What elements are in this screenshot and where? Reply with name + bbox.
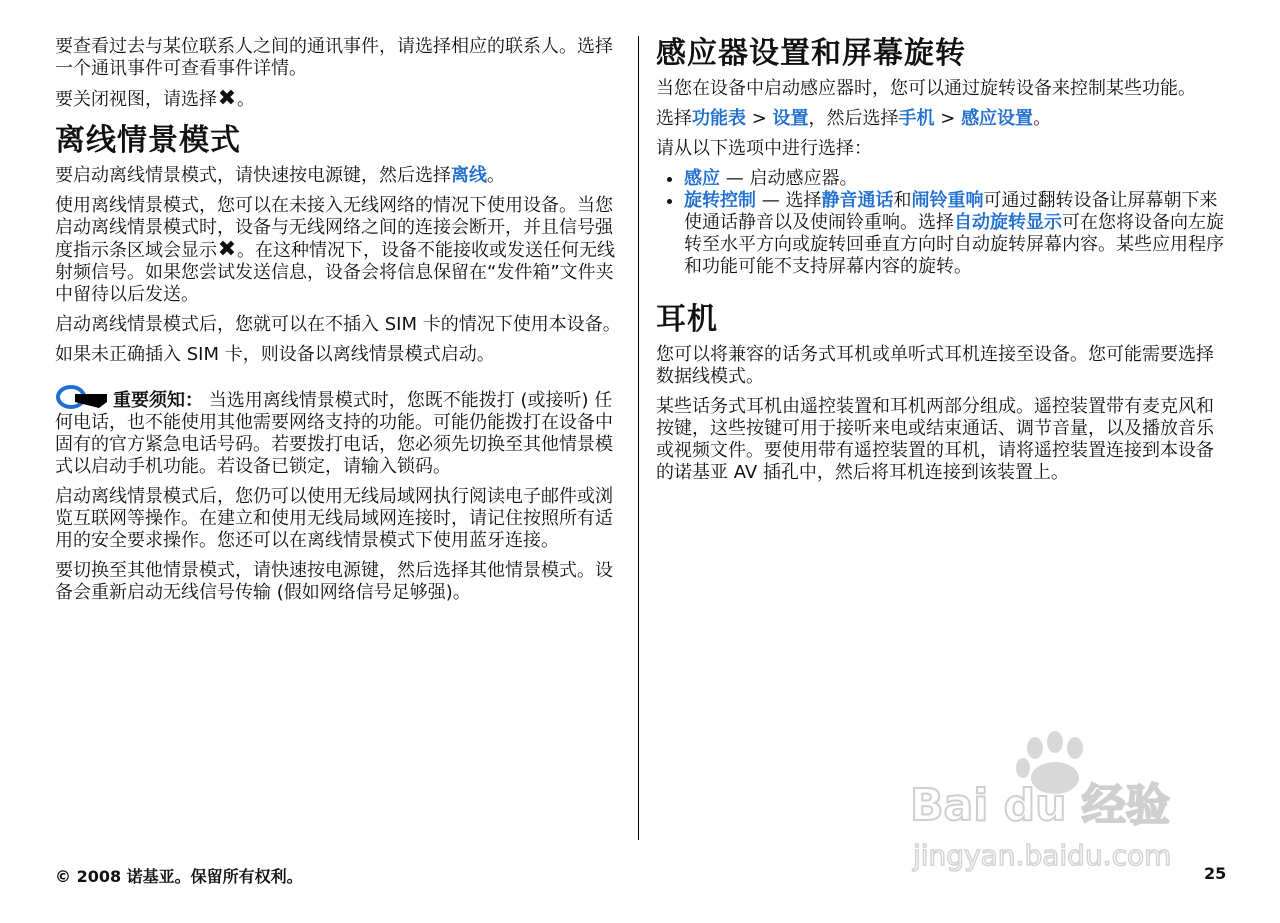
paragraph: 如果未正确插入 SIM 卡，则设备以离线情景模式启动。 xyxy=(55,344,495,365)
text: 可通过翻转设备让屏幕朝下来使通话静音以及使闹铃重响。选择 xyxy=(684,190,1218,233)
close-x-icon: ✖ xyxy=(217,86,237,111)
text: > xyxy=(934,108,962,129)
text: 选择 xyxy=(656,108,692,129)
text: — 选择 xyxy=(756,190,822,211)
paragraph: 启动离线情景模式后，您就可以在不插入 SIM 卡的情况下使用本设备。 xyxy=(55,314,621,335)
paragraph: 某些话务式耳机由遥控装置和耳机两部分组成。遥控装置带有麦克风和按键，这些按键可用于接听来电或结束通话、调节音量，以及播放音乐或视频文件。要使用带有遥控装置的耳机，请将遥控装置连接到本设备的诺基亚 AV 插孔中，然后将耳机连接到该装置上。 xyxy=(656,396,1214,483)
paragraph: 要切换至其他情景模式，请快速按电源键，然后选择其他情景模式。设备会重新启动无线信号传输 (假如网络信号足够强)。 xyxy=(55,560,613,603)
watermark-url: jingyan.baidu.com xyxy=(913,839,1172,872)
text: 要启动离线情景模式，请快速按电源键，然后选择 xyxy=(55,165,451,186)
copyright-footer: © 2008 诺基亚。保留所有权利。 xyxy=(55,867,303,886)
link-settings[interactable]: 设置 xyxy=(772,108,809,129)
options-list xyxy=(656,168,1226,278)
baidu-watermark-logo xyxy=(905,730,1205,880)
menu-path xyxy=(656,108,1226,130)
text: 。 xyxy=(237,89,255,110)
list-item xyxy=(684,168,1226,190)
paragraph: 您可以将兼容的话务式耳机或单听式耳机连接至设备。您可能需要选择数据线模式。 xyxy=(656,344,1214,387)
text: 和 xyxy=(893,190,912,211)
paragraph xyxy=(55,165,625,187)
important-note xyxy=(55,384,625,478)
paragraph xyxy=(55,195,625,306)
no-signal-x-icon: ✖ xyxy=(217,237,237,262)
page-number: 25 xyxy=(1204,864,1227,883)
link-silence-calls[interactable]: 静音通话 xyxy=(821,190,894,211)
important-note-icon xyxy=(55,384,109,410)
column-divider xyxy=(638,36,639,840)
link-auto-rotate[interactable]: 自动旋转显示 xyxy=(954,212,1062,233)
paragraph: 启动离线情景模式后，您仍可以使用无线局域网执行阅读电子邮件或浏览互联网等操作。在建立和使用无线局域网连接时，请记住按照所有适用的安全要求操作。您还可以在离线情景模式下使用蓝牙连接。 xyxy=(55,486,613,551)
link-sensor[interactable]: 感应 xyxy=(684,168,720,189)
link-phone[interactable]: 手机 xyxy=(898,108,935,129)
paragraph: 请从以下选项中进行选择： xyxy=(656,138,872,159)
link-snooze-alarms[interactable]: 闹铃重响 xyxy=(911,190,984,211)
text: 可在您将设备向左旋转至水平方向或旋转回垂直方向时自动旋转屏幕内容。某些应用程序和功能可能不支持屏幕内容的旋转。 xyxy=(684,212,1224,277)
link-menu[interactable]: 功能表 xyxy=(692,108,746,129)
right-column xyxy=(656,36,1226,492)
paragraph: 当您在设备中启动感应器时，您可以通过旋转设备来控制某些功能。 xyxy=(656,78,1196,99)
text: > xyxy=(746,108,773,129)
note-text: 当选用离线情景模式时，您既不能拨打 (或接听) 任何电话，也不能使用其他需要网络支持的功能。可能仍能拨打在设备中固有的官方紧急电话号码。若要拨打电话，您必须先切换至其他情景模式以启动手机功能。若设备已锁定，请输入锁码。 xyxy=(55,390,613,477)
paragraph: 要查看过去与某位联系人之间的通讯事件，请选择相应的联系人。选择一个通讯事件可查看事件详情。 xyxy=(55,36,613,79)
paragraph xyxy=(55,88,625,111)
list-item xyxy=(684,190,1226,278)
section-heading-offline: 离线情景模式 xyxy=(55,123,241,158)
left-column xyxy=(55,36,625,612)
text: 。 xyxy=(1033,108,1052,129)
section-heading-sensor: 感应器设置和屏幕旋转 xyxy=(656,36,966,71)
link-rotation-control[interactable]: 旋转控制 xyxy=(684,190,756,211)
watermark-brand: Bai du 经验 xyxy=(910,780,1170,831)
link-sensor-settings[interactable]: 感应设置 xyxy=(961,108,1034,129)
text: 使用离线情景模式，您可以在未接入无线网络的情况下使用设备。当您启动离线情景模式时，设备与无线网络之间的连接会断开，并且信号强度指示条区域会显示 xyxy=(55,195,613,261)
link-offline[interactable]: 离线 xyxy=(451,165,487,186)
text: ，然后选择 xyxy=(808,108,899,129)
text: 要关闭视图，请选择 xyxy=(55,89,217,110)
text: 。在这种情况下，设备不能接收或发送任何无线射频信号。如果您尝试发送信息，设备会将信息保留在“发件箱”文件夹中留待以后发送。 xyxy=(55,240,615,305)
text: 。 xyxy=(487,165,505,186)
note-label: 重要须知： xyxy=(113,390,203,411)
section-heading-headset: 耳机 xyxy=(656,302,718,337)
text: — 启动感应器。 xyxy=(720,168,858,189)
